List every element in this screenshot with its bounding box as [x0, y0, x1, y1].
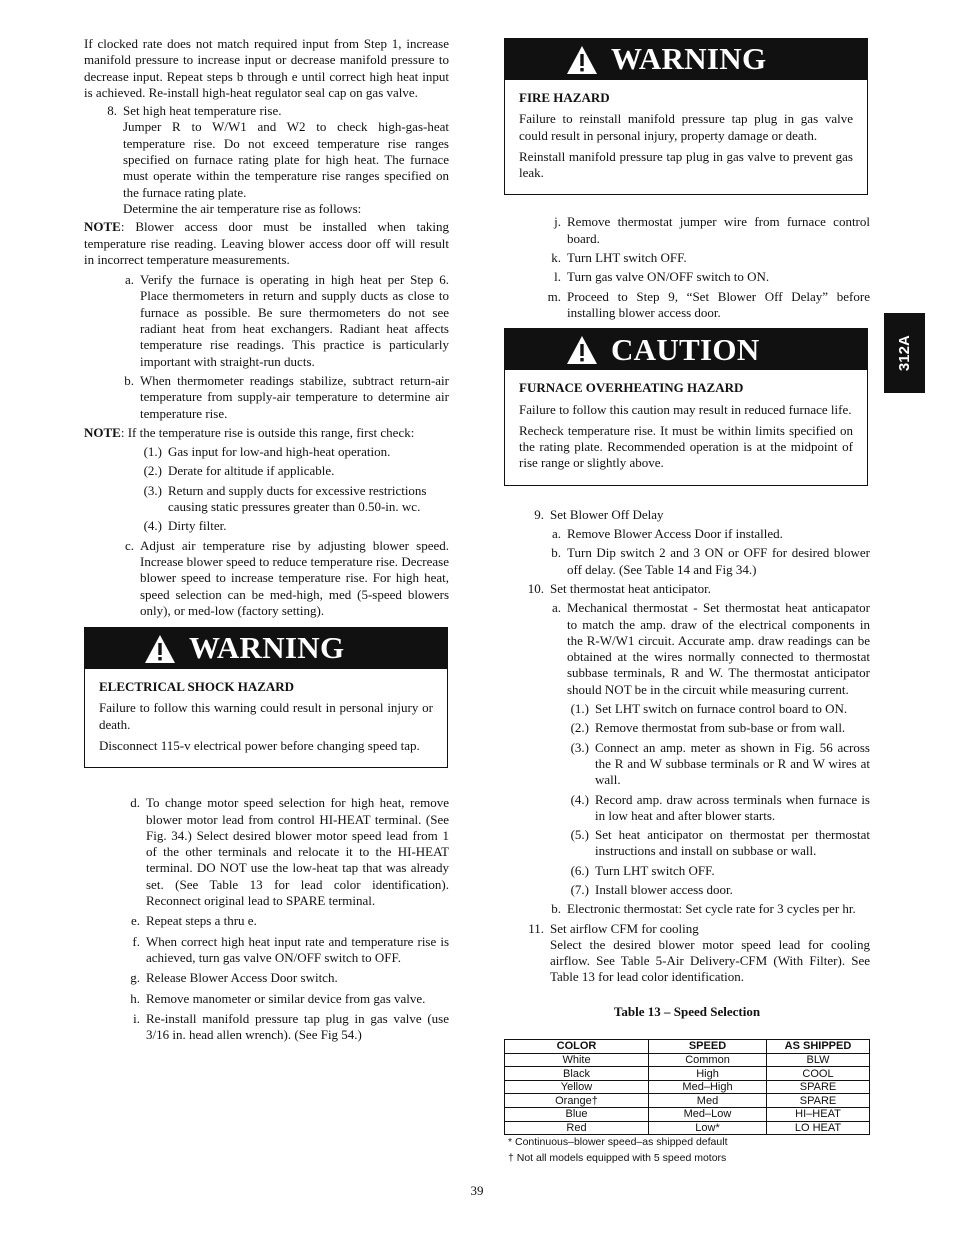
substep-text: Proceed to Step 9, “Set Blower Off Delay” before installing blower access door.: [567, 288, 870, 320]
substep-text: Turn Dip switch 2 and 3 ON or OFF for desired blower off delay. (See Table 14 and Fig 34.): [567, 545, 870, 577]
substep-label: a.: [551, 526, 561, 542]
table-row: Red Low* LO HEAT: [505, 1121, 870, 1135]
substep-text: Re-install manifold pressure tap plug in gas valve (use 3/16 in. head allen wrench). (See Fig 54.): [146, 1010, 449, 1043]
warning-box-fire: [504, 38, 868, 195]
substep-text: Repeat steps a thru e.: [146, 913, 257, 929]
note-temp-rise: [84, 425, 449, 441]
warning-triangle-icon: [143, 633, 177, 665]
substep-label: d.: [130, 795, 140, 811]
step-8m: [504, 289, 870, 322]
caution-triangle-icon: [565, 334, 599, 366]
table-footnote: * Continuous–blower speed–as shipped default: [508, 1136, 728, 1149]
warning-text: Disconnect 115-v electrical power before changing speed tap.: [99, 737, 420, 753]
step-10a: [504, 600, 870, 698]
substep-text: To change motor speed selection for high heat, remove blower motor lead from control HI-HEAT terminal. (See Fig. 34.) Select desired blower motor speed lead from 1 of the other terminals and relocate it to the HI-HEAT terminal. DO NOT use the low-heat tap that was already set. (See Table 13 for lead color identification). Reconnect original lead to SPARE terminal.: [146, 795, 449, 909]
caution-text: Failure to follow this caution may result in reduced furnace life.: [519, 401, 852, 417]
table-row: Orange† Med SPARE: [505, 1094, 870, 1108]
step-9b: [504, 545, 870, 578]
substep-label: k.: [551, 250, 561, 266]
substep-text: Verify the furnace is operating in high heat per Step 6. Place thermometers in return and supply ducts as close to furnace as possible. Be sure thermometers do not see radiant heat from heat exchangers. Radiant heat affects temperature rise readings. This practice is particularly important with straight-run ducts.: [140, 272, 449, 369]
list-item: (7.) Install blower access door.: [570, 881, 733, 897]
substep-label: e.: [130, 913, 140, 929]
table-row: White Common BLW: [505, 1053, 870, 1067]
speed-selection-table: [504, 1039, 870, 1135]
warning-text: Failure to follow this warning could result in personal injury or death.: [99, 700, 433, 732]
substep-label: m.: [547, 288, 561, 304]
step-8d: [84, 795, 449, 909]
list-item: (4.) Record amp. draw across terminals when furnace is in low heat and after blower starts.: [570, 791, 870, 823]
left-column: [84, 36, 449, 1043]
step-8h: [84, 991, 449, 1007]
column-header: AS SHIPPED: [767, 1040, 870, 1054]
hazard-title: ELECTRICAL SHOCK HAZARD: [99, 679, 295, 695]
substep-label: a.: [551, 600, 561, 616]
intro-paragraph: If clocked rate does not match required input from Step 1, increase manifold pressure to increase input or decrease manifold pressure to decrease input. Repeat steps b through e until correct high heat input is achieved. Re-install high-heat regulator seal cap on gas valve.: [84, 36, 449, 100]
list-item: (3.) Return and supply ducts for excessive restrictions causing static pressures greater than 0.50-in. wc.: [143, 482, 427, 515]
substep-label: b.: [551, 901, 561, 917]
step-8e: [84, 913, 449, 929]
substep-text: Remove manometer or similar device from gas valve.: [146, 990, 426, 1006]
step-body: Jumper R to W/W1 and W2 to check high-gas-heat temperature rise. Do not exceed temperature rise ranges specified on furnace rating plate for high heat. The furnace must operate within the temperature rise ranges specified on the furnace rating plate.: [123, 119, 449, 200]
note-label: NOTE: [84, 219, 121, 235]
warning-text: Reinstall manifold pressure tap plug in gas valve to prevent gas leak.: [519, 148, 853, 181]
check-list: [84, 444, 449, 534]
note-blower-door: [84, 219, 449, 268]
list-item: (1.) Set LHT switch on furnace control board to ON.: [570, 701, 848, 717]
step-label: 9.: [534, 506, 544, 522]
page-number: 39: [470, 1183, 484, 1198]
step-8f: [84, 934, 449, 967]
caution-box: [504, 328, 868, 485]
substep-label: h.: [130, 990, 140, 1006]
substep-label: b.: [551, 545, 561, 561]
list-item: (2.) Remove thermostat from sub-base or from wall.: [570, 720, 846, 736]
list-item: (5.) Set heat anticipator on thermostat per thermostat instructions and install on subbase or wall.: [570, 827, 870, 859]
warning-triangle-icon: [565, 44, 599, 76]
side-tab-label: 312A: [895, 335, 913, 371]
step-8a: [84, 272, 449, 370]
substep-label: c.: [124, 537, 134, 553]
column-header: SPEED: [649, 1040, 767, 1054]
step-label: 8.: [107, 103, 117, 119]
warning-header: [85, 628, 447, 669]
step-8j: [504, 214, 870, 247]
step-9a: [504, 526, 870, 542]
substep-text: Remove Blower Access Door if installed.: [567, 526, 783, 542]
substep-text: Mechanical thermostat - Set thermostat heat anticapator to match the amp. draw of the electrical components in the R-W/W1 circuit. Accurate amp. draw readings can be obtained at the wires normally connected to thermostat subbase terminals, R and W. The thermostat anticipator should NOT be in the circuit while measuring current.: [567, 600, 870, 697]
warning-box-electrical: [84, 627, 448, 768]
step-title: Set thermostat heat anticipator.: [550, 580, 712, 596]
step-8k: [504, 250, 870, 266]
step-8: [84, 103, 449, 217]
hazard-title: FURNACE OVERHEATING HAZARD: [519, 380, 744, 396]
list-item: (6.) Turn LHT switch OFF.: [570, 862, 715, 878]
step-11: [504, 921, 870, 986]
step-title: Set Blower Off Delay: [550, 506, 664, 522]
table-row: Black High COOL: [505, 1067, 870, 1081]
table-row: Yellow Med–High SPARE: [505, 1080, 870, 1094]
step-10: [504, 581, 870, 597]
step-title: Set airflow CFM for cooling: [550, 920, 699, 936]
substep-text: When thermometer readings stabilize, subtract return-air temperature from supply-air temperature to determine air temperature rise.: [140, 372, 449, 421]
substep-label: a.: [124, 272, 134, 288]
caution-title: CAUTION: [611, 331, 760, 367]
hazard-title: FIRE HAZARD: [519, 90, 610, 105]
step-8g: [84, 970, 449, 986]
warning-text: Failure to reinstall manifold pressure tap plug in gas valve could result in personal injury, property damage or death.: [519, 111, 853, 143]
side-tab: [884, 313, 925, 393]
warning-title: WARNING: [189, 630, 345, 666]
step-8c: [84, 538, 449, 619]
caution-header: [505, 329, 867, 370]
substep-text: Turn LHT switch OFF.: [567, 250, 687, 266]
step-label: 11.: [528, 920, 544, 936]
note-text: : Blower access door must be installed when taking temperature rise reading. Leaving blower access door off will result in incorrect temperature measurements.: [84, 219, 449, 267]
substep-label: j.: [554, 214, 561, 230]
step-8i: [84, 1011, 449, 1044]
step-8b: [84, 373, 449, 422]
table-title: Table 13 – Speed Selection: [613, 1003, 761, 1019]
right-column: [504, 38, 870, 1165]
warning-title: WARNING: [611, 41, 767, 77]
substep-label: f.: [132, 933, 140, 949]
caution-text: Recheck temperature rise. It must be within limits specified on the rating plate. Recommended operation is at the midpoint of rise range or slightly above.: [519, 422, 853, 471]
step-body: Select the desired blower motor speed lead for cooling airflow. See Table 5-Air Delivery-CFM (With Filter). See Table 13 for lead color identification.: [550, 936, 870, 985]
table-footnote: † Not all models equipped with 5 speed motors: [508, 1152, 727, 1165]
table-row: Blue Med–Low HI–HEAT: [505, 1108, 870, 1122]
substep-label: b.: [124, 372, 134, 388]
substep-text: Release Blower Access Door switch.: [146, 970, 338, 986]
warning-header: [505, 39, 867, 80]
step-9: [504, 507, 870, 523]
step-determine: Determine the air temperature rise as follows:: [123, 200, 362, 216]
note-text: : If the temperature rise is outside this range, first check:: [120, 424, 415, 440]
substep-text: Remove thermostat jumper wire from furnace control board.: [567, 214, 870, 246]
step-10b: [504, 901, 870, 917]
substep-text: Turn gas valve ON/OFF switch to ON.: [567, 269, 770, 285]
substep-label: l.: [554, 269, 561, 285]
substep-text: When correct high heat input rate and temperature rise is achieved, turn gas valve ON/OFF switch to OFF.: [146, 933, 449, 965]
list-item: (3.) Connect an amp. meter as shown in Fig. 56 across the R and W subbase terminals or R and W wires at wall.: [570, 739, 870, 788]
step-label: 10.: [527, 580, 544, 596]
substep-text: Electronic thermostat: Set cycle rate for 3 cycles per hr.: [567, 901, 856, 917]
substep-label: i.: [133, 1010, 140, 1026]
step-8l: [504, 269, 870, 285]
table-header-row: [505, 1040, 870, 1054]
step-title: Set high heat temperature rise.: [123, 103, 282, 119]
anticipator-steps: [504, 701, 870, 898]
note-label: NOTE: [84, 424, 121, 440]
column-header: COLOR: [505, 1040, 649, 1054]
list-item: (4.) Dirty filter.: [143, 518, 227, 534]
substep-label: g.: [130, 970, 140, 986]
list-item: (2.) Derate for altitude if applicable.: [143, 463, 335, 479]
list-item: (1.) Gas input for low-and high-heat operation.: [143, 444, 391, 460]
substep-text: Adjust air temperature rise by adjusting blower speed. Increase blower speed to reduce temperature rise. Decrease blower speed to increase temperature rise. For high heat, speed selection can be med-high, med (5-speed blowers only), or med-low (factory setting).: [140, 537, 449, 618]
